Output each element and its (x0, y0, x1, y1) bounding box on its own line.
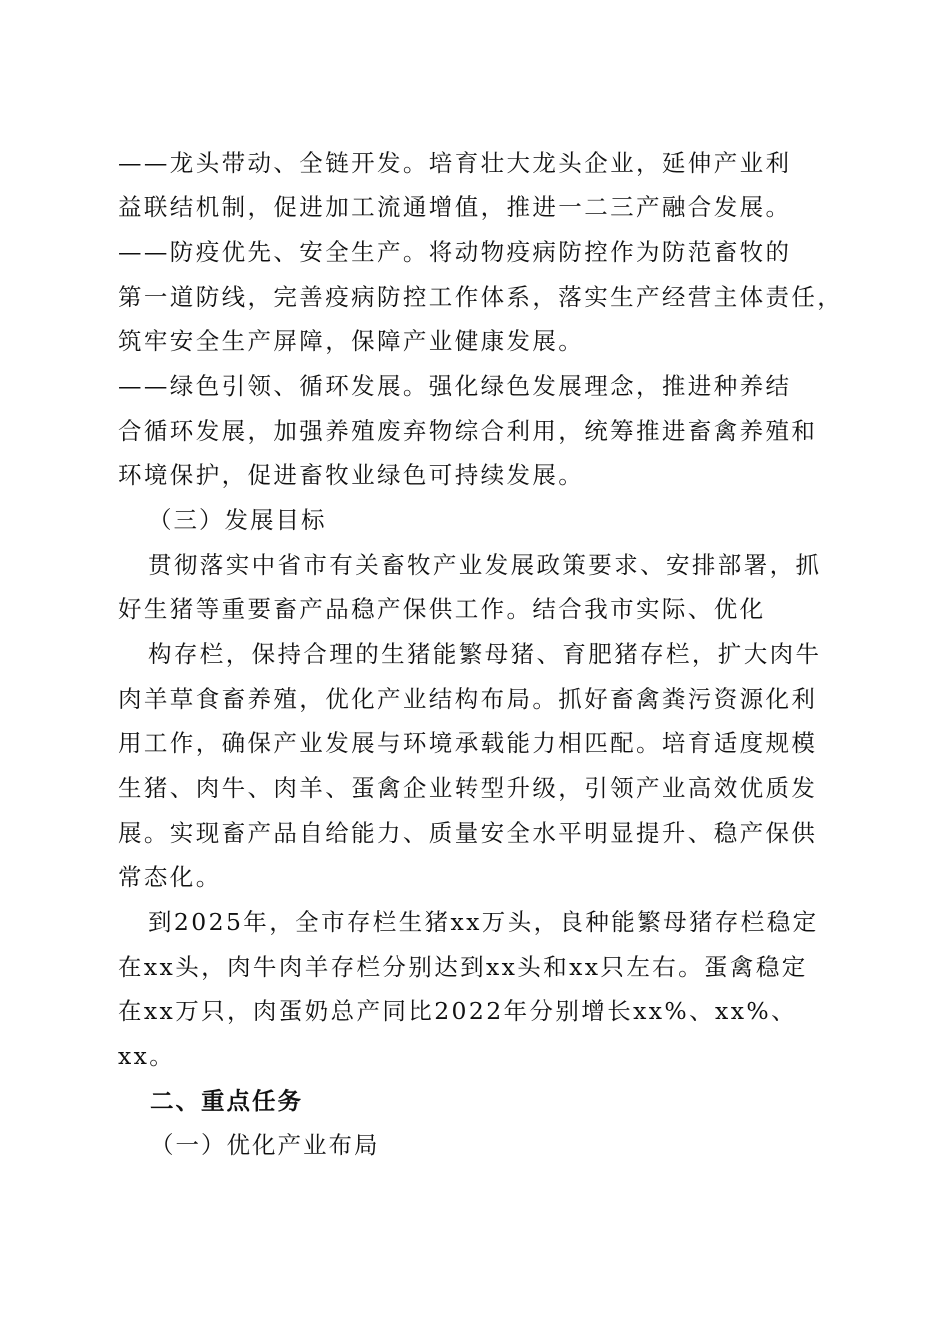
section-heading: （三）发展目标 (148, 506, 327, 534)
paragraph-text-line: 肉羊草食畜养殖，优化产业结构布局。抓好畜禽粪污资源化利 (118, 685, 818, 713)
paragraph-text-line: 益联结机制，促进加工流通增值，推进一二三产融合发展。 (118, 193, 792, 221)
paragraph-text-line: ——龙头带动、全链开发。培育壮大龙头企业，延伸产业利 (118, 149, 792, 177)
paragraph-text-line: 好生猪等重要畜产品稳产保供工作。结合我市实际、优化 (118, 595, 766, 623)
paragraph-text-line: ——防疫优先、安全生产。将动物疫病防控作为防范畜牧的 (118, 238, 792, 266)
paragraph-text-line: 用工作，确保产业发展与环境承载能力相匹配。培育适度规模 (118, 729, 818, 757)
paragraph-text-line: 构存栏，保持合理的生猪能繁母猪、育肥猪存栏，扩大肉牛 (148, 640, 822, 668)
paragraph-text-line: 在xx头，肉牛肉羊存栏分别达到xx头和xx只左右。蛋禽稳定 (118, 953, 808, 981)
subsection-heading: （一）优化产业布局 (150, 1131, 380, 1159)
section-heading: 二、重点任务 (150, 1087, 303, 1115)
paragraph-text-line: xx。 (118, 1042, 176, 1070)
paragraph-text-line: 展。实现畜产品自给能力、质量安全水平明显提升、稳产保供 (118, 819, 818, 847)
paragraph-text-line: 在xx万只，肉蛋奶总产同比2022年分别增长xx%、xx%、 (118, 997, 797, 1025)
paragraph-text-line: ——绿色引领、循环发展。强化绿色发展理念，推进种养结 (118, 372, 792, 400)
paragraph-text-line: 到2025年，全市存栏生猪xx万头，良种能繁母猪存栏稳定 (148, 908, 819, 936)
paragraph-text-line: 常态化。 (118, 863, 222, 891)
paragraph-text-line: 第一道防线，完善疫病防控工作体系，落实生产经营主体责任， (118, 283, 844, 311)
paragraph-text-line: 贯彻落实中省市有关畜牧产业发展政策要求、安排部署，抓 (148, 551, 822, 579)
paragraph-text-line: 环境保护，促进畜牧业绿色可持续发展。 (118, 461, 585, 489)
paragraph-text-line: 生猪、肉牛、肉羊、蛋禽企业转型升级，引领产业高效优质发 (118, 774, 818, 802)
paragraph-text-line: 合循环发展，加强养殖废弃物综合利用，统筹推进畜禽养殖和 (118, 417, 818, 445)
paragraph-text-line: 筑牢安全生产屏障，保障产业健康发展。 (118, 327, 585, 355)
